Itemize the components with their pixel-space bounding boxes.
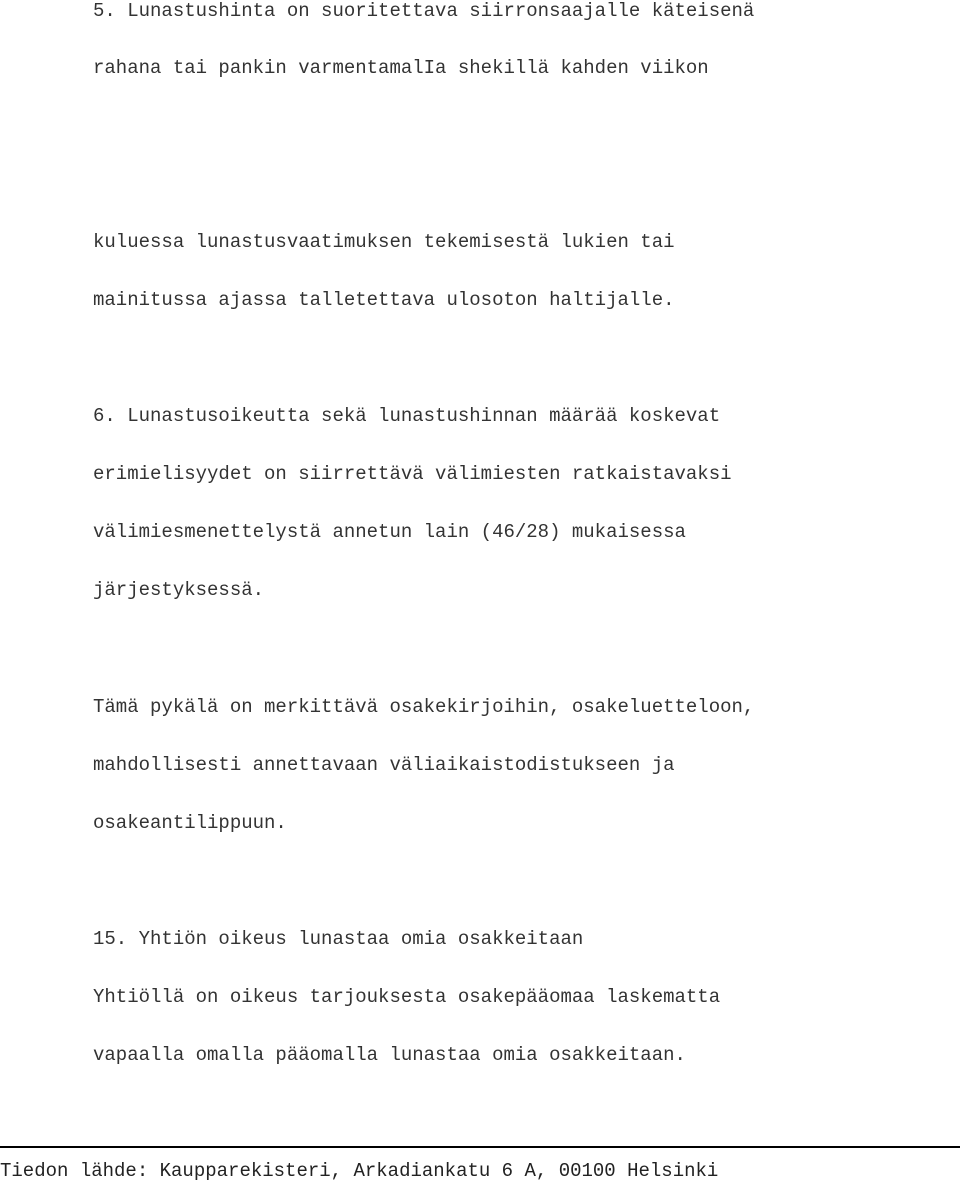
section-5-line-3: kuluessa lunastusvaatimuksen tekemisestä lukien tai bbox=[93, 231, 675, 253]
notice-line-2: mahdollisesti annettavaan väliaikaistodistukseen ja bbox=[93, 754, 675, 776]
footer-source-text: Tiedon lähde: Kaupparekisteri, Arkadiankatu 6 A, 00100 Helsinki bbox=[0, 1160, 719, 1182]
section-6-line-3: välimiesmenettelystä annetun lain (46/28) mukaisessa bbox=[93, 521, 686, 543]
section-15-line-3: vapaalla omalla pääomalla lunastaa omia osakkeitaan. bbox=[93, 1044, 686, 1066]
footer-divider bbox=[0, 1146, 960, 1148]
section-6-line-1: 6. Lunastusoikeutta sekä lunastushinnan määrää koskevat bbox=[93, 405, 721, 427]
section-15-line-2: Yhtiöllä on oikeus tarjouksesta osakepääomaa laskematta bbox=[93, 986, 721, 1008]
section-6-line-4: järjestyksessä. bbox=[93, 579, 265, 601]
section-5-line-1: 5. Lunastushinta on suoritettava siirronsaajalle käteisenä bbox=[93, 0, 755, 22]
section-6-line-2: erimielisyydet on siirrettävä välimiesten ratkaistavaksi bbox=[93, 463, 732, 485]
section-15-heading: 15. Yhtiön oikeus lunastaa omia osakkeitaan bbox=[93, 928, 584, 950]
section-5-line-2: rahana tai pankin varmentamalIa shekillä kahden viikon bbox=[93, 57, 709, 79]
section-5-line-4: mainitussa ajassa talletettava ulosoton haltijalle. bbox=[93, 289, 675, 311]
notice-line-1: Tämä pykälä on merkittävä osakekirjoihin, osakeluetteloon, bbox=[93, 696, 755, 718]
notice-line-3: osakeantilippuun. bbox=[93, 812, 287, 834]
